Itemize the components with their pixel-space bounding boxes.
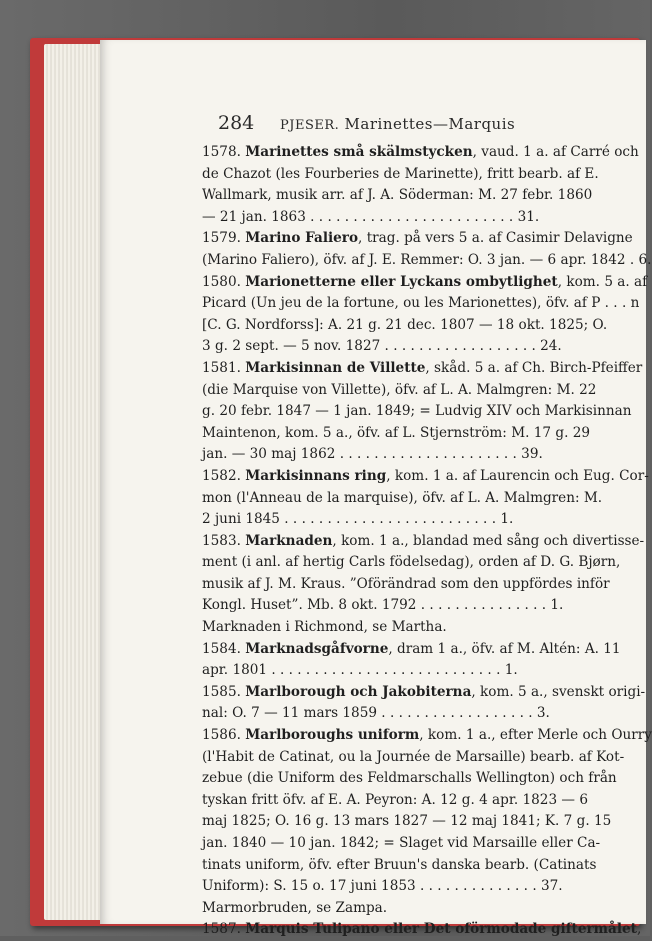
text-line: tyskan fritt öfv. af E. A. Peyron: A. 12 g. 4 apr. 1823 — 6 [202,791,588,808]
page-edges [44,44,108,920]
text-line: 1579. Marino Faliero, trag. på vers 5 a. af Casimir Delavigne [202,230,633,247]
text-line: — 21 jan. 1863 . . . . . . . . . . . . . . . . . . . . . . . . 31. [202,208,540,225]
text-line: Kongl. Huset”. Mb. 8 okt. 1792 . . . . . . . . . . . . . . . 1. [202,597,564,614]
text-line: ment (i anl. af hertig Carls födelsedag), orden af D. G. Bjørn, [202,554,621,571]
text-line: [C. G. Nordforss]: A. 21 g. 21 dec. 1807 — 18 okt. 1825; O. [202,316,608,333]
running-prefix: PJESER. [280,118,340,133]
text-line: 3 g. 2 sept. — 5 nov. 1827 . . . . . . . . . . . . . . . . . . 24. [202,338,562,355]
text-line: apr. 1801 . . . . . . . . . . . . . . . . . . . . . . . . . . . 1. [202,662,518,679]
entry-text [202,142,652,941]
text-line: Marknaden i Richmond, se Martha. [202,619,447,636]
text-line: Maintenon, kom. 5 a., öfv. af L. Stjernström: M. 17 g. 29 [202,424,591,441]
text-line: maj 1825; O. 16 g. 13 mars 1827 — 12 maj 1841; K. 7 g. 15 [202,813,612,830]
text-line: 1584. Marknadsgåfvorne, dram 1 a., öfv. af M. Altén: A. 11 [202,640,621,657]
text-line: musik af J. M. Kraus. ”Oförändrad som den uppfördes inför [202,575,610,592]
page-header [218,112,618,142]
text-line: Picard (Un jeu de la fortune, ou les Marionettes), öfv. af P . . . n [202,295,640,312]
running-head [280,115,515,133]
text-line: 1578. Marinettes små skälmstycken, vaud. 1 a. af Carré och [202,144,639,160]
text-line: mon (l'Anneau de la marquise), öfv. af L. A. Malmgren: M. [202,489,603,506]
text-line: (l'Habit de Catinat, ou la Journée de Marsaille) bearb. af Kot- [202,748,625,765]
text-line: jan. — 30 maj 1862 . . . . . . . . . . . . . . . . . . . . . 39. [202,446,543,463]
text-line: 1582. Markisinnans ring, kom. 1 a. af Laurencin och Eug. Cor- [202,467,649,484]
text-line: tinats uniform, öfv. efter Bruun's danska bearb. (Catinats [202,856,597,873]
text-line: 1587. Marquis Tulipano eller Det oförmodade giftermålet, [202,921,642,938]
text-line: 1580. Marionetterne eller Lyckans ombytlighet, kom. 5 a. af [202,273,648,290]
text-line: 1581. Markisinnan de Villette, skåd. 5 a. af Ch. Birch-Pfeiffer [202,359,643,376]
text-line: 1585. Marlborough och Jakobiterna, kom. 5 a., svenskt origi- [202,683,646,700]
text-line: Marmorbruden, se Zampa. [202,899,388,916]
page-number: 284 [218,112,255,134]
text-line: g. 20 febr. 1847 — 1 jan. 1849; = Ludvig XIV och Markisinnan [202,403,632,420]
text-line: Wallmark, musik arr. af J. A. Söderman: M. 27 febr. 1860 [202,187,593,204]
text-line: de Chazot (les Fourberies de Marinette), fritt bearb. af E. [202,165,599,182]
text-line: 2 juni 1845 . . . . . . . . . . . . . . . . . . . . . . . . . 1. [202,511,514,528]
text-line: (die Marquise von Villette), öfv. af L. A. Malmgren: M. 22 [202,381,597,398]
text-line: jan. 1840 — 10 jan. 1842; = Slaget vid Marsaille eller Ca- [202,835,601,851]
text-line: 1586. Marlboroughs uniform, kom. 1 a., efter Merle och Ourry [202,727,652,744]
text-line: Uniform): S. 15 o. 17 juni 1853 . . . . . . . . . . . . . . 37. [202,878,563,895]
text-line: zebue (die Uniform des Feldmarschalls Wellington) och från [202,770,617,787]
text-line: nal: O. 7 — 11 mars 1859 . . . . . . . . . . . . . . . . . . 3. [202,705,550,722]
text-line: 1583. Marknaden, kom. 1 a., blandad med sång och divertisse- [202,532,645,549]
text-line: (Marino Faliero), öfv. af J. E. Remmer: O. 3 jan. — 6 apr. 1842 . 6. [202,251,652,268]
running-title: Marinettes—Marquis [344,115,516,133]
